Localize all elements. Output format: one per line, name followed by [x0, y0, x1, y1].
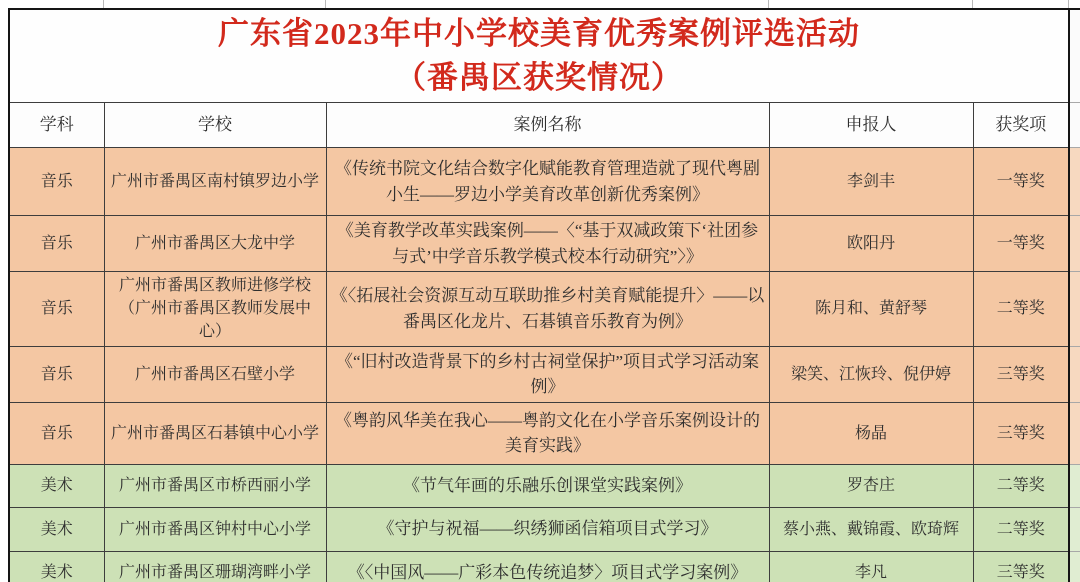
- col-header-school: 学校: [104, 103, 326, 148]
- table-row: [9, 148, 1080, 216]
- cropped-column-sliver: [1069, 9, 1080, 103]
- cell-applicant: 梁笑、江恢玲、倪伊婷: [769, 346, 973, 402]
- cell-case-name: 《守护与祝福——织绣狮函信箱项目式学习》: [326, 507, 769, 551]
- cell-award: 三等奖: [973, 346, 1069, 402]
- table-row: [9, 346, 1080, 402]
- cell-case-name: 《“旧村改造背景下的乡村古祠堂保护”项目式学习活动案例》: [326, 346, 769, 402]
- cell-subject: 音乐: [9, 346, 104, 402]
- cell-subject: 美术: [9, 507, 104, 551]
- col-header-applicant: 申报人: [769, 103, 973, 148]
- cell-award: 三等奖: [973, 402, 1069, 464]
- cropped-column-sliver: [1069, 551, 1080, 582]
- cell-subject: 音乐: [9, 216, 104, 272]
- cropped-column-sliver: [1069, 507, 1080, 551]
- cell-applicant: 蔡小燕、戴锦霞、欧琦辉: [769, 507, 973, 551]
- cell-case-name: 《粤韵风华美在我心——粤韵文化在小学音乐案例设计的美育实践》: [326, 402, 769, 464]
- table-row: [9, 507, 1080, 551]
- cell-school: 广州市番禺区市桥西丽小学: [104, 464, 326, 507]
- cell-school: 广州市番禺区大龙中学: [104, 216, 326, 272]
- cropped-column-sliver: [1069, 464, 1080, 507]
- cropped-column-sliver: [1069, 216, 1080, 272]
- table-header-row: [9, 103, 1080, 148]
- cell-school: 广州市番禺区石碁镇中心小学: [104, 402, 326, 464]
- title-row: [9, 9, 1080, 103]
- cell-applicant: 李剑丰: [769, 148, 973, 216]
- cell-award: 二等奖: [973, 507, 1069, 551]
- cell-school: 广州市番禺区教师进修学校（广州市番禺区教师发展中心）: [104, 272, 326, 347]
- cell-school: 广州市番禺区钟村中心小学: [104, 507, 326, 551]
- cell-subject: 音乐: [9, 402, 104, 464]
- page-title-line2: （番禺区获奖情况）: [395, 60, 683, 96]
- cell-applicant: 陈月和、黄舒琴: [769, 272, 973, 347]
- table-row: [9, 272, 1080, 347]
- cropped-column-sliver: [1069, 103, 1080, 148]
- table-row: [9, 464, 1080, 507]
- col-header-subject: 学科: [9, 103, 104, 148]
- cell-case-name: 《〈中国风——广彩本色传统追梦〉项目式学习案例》: [326, 551, 769, 582]
- cell-school: 广州市番禺区珊瑚湾畔小学: [104, 551, 326, 582]
- cell-award: 二等奖: [973, 464, 1069, 507]
- cropped-column-sliver: [1069, 402, 1080, 464]
- cell-award: 一等奖: [973, 148, 1069, 216]
- page-title-line1: 广东省2023年中小学校美育优秀案例评选活动: [218, 16, 860, 51]
- cell-case-name: 《节气年画的乐融乐创课堂实践案例》: [326, 464, 769, 507]
- table-row: [9, 216, 1080, 272]
- awards-table: [8, 8, 1080, 582]
- table-row: [9, 402, 1080, 464]
- cell-award: 二等奖: [973, 272, 1069, 347]
- table-row: [9, 551, 1080, 582]
- cell-subject: 音乐: [9, 148, 104, 216]
- page-title: [9, 9, 1069, 103]
- cell-case-name: 《美育教学改革实践案例——〈“基于双减政策下‘社团参与式’中学音乐教学模式校本行动研究”〉》: [326, 216, 769, 272]
- cell-school: 广州市番禺区南村镇罗边小学: [104, 148, 326, 216]
- cell-subject: 音乐: [9, 272, 104, 347]
- cell-case-name: 《〈拓展社会资源互动互联助推乡村美育赋能提升〉——以番禺区化龙片、石碁镇音乐教育为例》: [326, 272, 769, 347]
- cropped-column-sliver: [1069, 272, 1080, 347]
- cell-applicant: 李凡: [769, 551, 973, 582]
- cropped-column-sliver: [1069, 346, 1080, 402]
- cell-applicant: 罗杏庄: [769, 464, 973, 507]
- col-header-case-name: 案例名称: [326, 103, 769, 148]
- cell-case-name: 《传统书院文化结合数字化赋能教育管理造就了现代粤剧小生——罗边小学美育改革创新优秀案例》: [326, 148, 769, 216]
- cell-applicant: 欧阳丹: [769, 216, 973, 272]
- col-header-award: 获奖项: [973, 103, 1069, 148]
- cell-subject: 美术: [9, 551, 104, 582]
- cell-applicant: 杨晶: [769, 402, 973, 464]
- cell-award: 三等奖: [973, 551, 1069, 582]
- cell-award: 一等奖: [973, 216, 1069, 272]
- cell-school: 广州市番禺区石壁小学: [104, 346, 326, 402]
- cell-subject: 美术: [9, 464, 104, 507]
- cropped-column-sliver: [1069, 148, 1080, 216]
